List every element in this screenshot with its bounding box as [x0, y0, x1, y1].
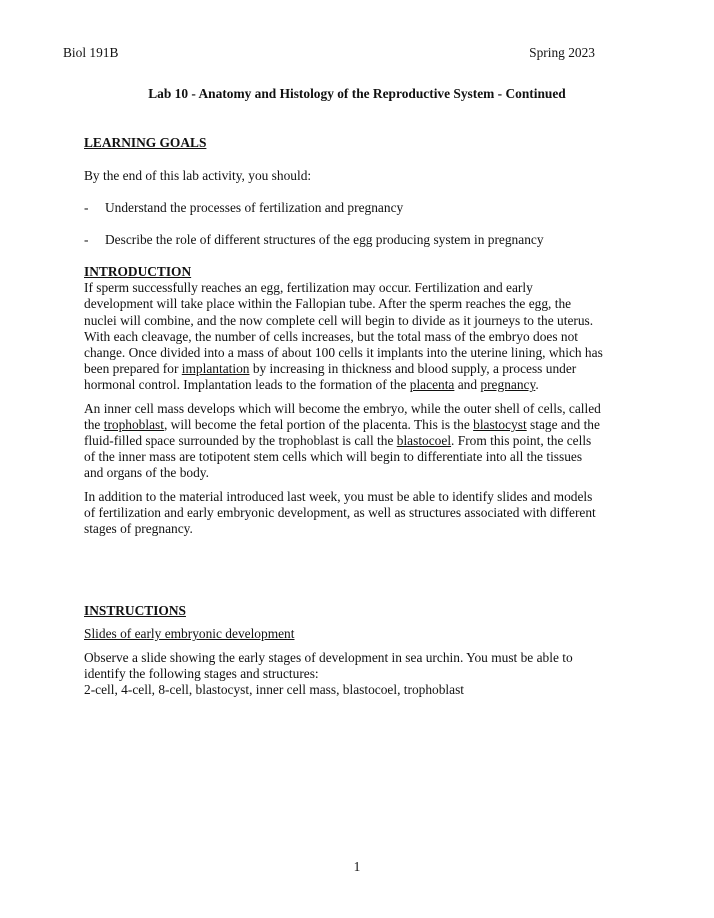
instructions-text: Observe a slide showing the early stages of development in sea urchin. You must be able to identify the following stages and structures:	[84, 650, 573, 682]
learning-goal-text: Describe the role of different structures of the egg producing system in pregnancy	[105, 232, 544, 247]
learning-goals-heading: LEARNING GOALS	[84, 135, 207, 150]
bullet-dash: -	[84, 200, 89, 215]
learning-goals-intro: By the end of this lab activity, you should:	[84, 168, 312, 183]
instructions-heading: INSTRUCTIONS	[84, 603, 186, 618]
header-term: Spring 2023	[529, 45, 595, 60]
text-run: .	[535, 377, 539, 393]
text-run: stage and the fluid-filled space surrounded by the trophoblast is call the	[84, 416, 600, 449]
introduction-paragraph-3: In addition to the material introduced last week, you must be able to identify slides and models of fertilization and early embryonic development, as well as structures associated with different stages of pregnancy.	[84, 488, 596, 537]
term-blastocoel: blastocoel	[396, 433, 452, 449]
introduction-paragraph-1	[84, 280, 604, 393]
term-blastocyst: blastocyst	[473, 416, 527, 432]
text-run: by increasing in thickness and blood supply, a process under hormonal control. Implantation leads to the formation of the	[84, 361, 577, 393]
bullet-dash: -	[84, 232, 89, 247]
page-title: Lab 10 - Anatomy and Histology of the Reproductive System - Continued	[148, 86, 566, 101]
term-trophoblast: trophoblast	[103, 416, 164, 432]
text-run: If sperm successfully reaches an egg, fertilization may occur. Fertilization and early development will take place within the Fallopian tube. After the sperm reaches the egg, the nuclei will combine, and the now complete cell will begin to divide as it journeys to the uterus. With each cleavage, the number of cells increases, but the total mass of the embryo does not change. Once divided into a mass of about 100 cells it implants into the uterine lining, which has been prepared for	[84, 280, 603, 377]
text-run: , will become the fetal portion of the placenta. This is the	[163, 416, 474, 432]
term-placenta: placenta	[409, 377, 455, 393]
instructions-structure-list: 2-cell, 4-cell, 8-cell, blastocyst, inner cell mass, blastocoel, trophoblast	[84, 682, 465, 698]
term-pregnancy: pregnancy	[480, 377, 536, 393]
learning-goal-text: Understand the processes of fertilization and pregnancy	[105, 200, 404, 215]
instructions-subheading: Slides of early embryonic development	[84, 626, 295, 641]
text-run: An inner cell mass develops which will become the embryo, while the outer shell of cells, called the	[84, 400, 601, 432]
instructions-body	[84, 650, 614, 699]
header-course: Biol 191B	[63, 45, 119, 60]
introduction-heading: INTRODUCTION	[84, 264, 192, 279]
learning-goal-item	[84, 200, 644, 216]
term-implantation: implantation	[181, 361, 250, 377]
text-run: . From this point, the cells of the inner mass are totipotent stem cells which will begin to differentiate into all the tissues and organs of the body.	[84, 433, 592, 481]
introduction-paragraph-2	[84, 401, 604, 482]
introduction-section	[84, 264, 604, 544]
text-run: and	[454, 377, 481, 393]
page-number: 1	[353, 859, 361, 874]
learning-goal-item	[84, 232, 644, 248]
